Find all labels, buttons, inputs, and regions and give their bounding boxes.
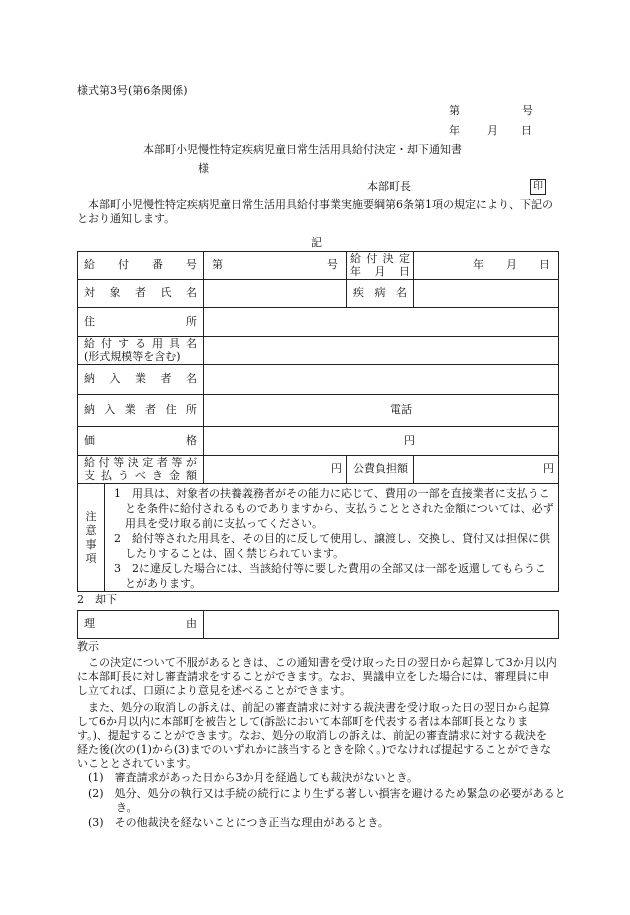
payment-yen-label: 円 xyxy=(331,462,342,476)
intro-text: 本部町小児慢性特定疾病児童日常生活用具給付事業実施要綱第6条第1項の規定により、下記のとおり通知します。 xyxy=(77,198,553,225)
benefit-table xyxy=(77,251,559,592)
public-burden-field[interactable] xyxy=(414,456,559,484)
number-label-suffix: 号 xyxy=(522,104,533,117)
day-label: 日 xyxy=(539,258,550,272)
row-address xyxy=(78,308,559,337)
row-price xyxy=(78,427,559,456)
label-payment: 給 付 等 決 定 者 等 が 支 払 う べ き 金 額 xyxy=(78,456,204,484)
notes-label: 注 意 事 項 xyxy=(85,509,97,565)
label-disease-name: 疾 病 名 xyxy=(353,286,407,300)
instruction-paragraph-2: また、処分の取消しの訴えは、前記の審査請求に対する裁決書を受け取った日の翌日から起算して6か月以内に本部町を被告として(訴訟において本部町を代表する者は本部町長となります。)、提起することができます。なお、処分の取消しの訴えは、前記の審査請求に対する裁決を経た後(次の(1)から(3)までのいずれかに該当するときを除く。)でなければ提起することができないこととされています。 xyxy=(77,701,552,770)
label-reason: 理 由 xyxy=(84,617,197,631)
month-label: 月 xyxy=(506,258,517,272)
supplier-address-field[interactable] xyxy=(204,395,559,427)
row-supplier-address xyxy=(78,395,559,427)
number-label-prefix: 第 xyxy=(449,104,460,117)
payment-field[interactable] xyxy=(204,456,347,484)
form-number: 様式第3号(第6条関係) xyxy=(77,84,188,97)
instruction-item-2: (2) 処分、処分の執行又は手続の続行により生ずる著しい損害を避けるため緊急の必要があるとき。 xyxy=(88,787,566,814)
date-year-label: 年 xyxy=(449,124,460,137)
label-price: 価 格 xyxy=(84,433,197,447)
year-label: 年 xyxy=(473,258,484,272)
phone-label: 電話 xyxy=(390,403,412,417)
rejection-heading: 2 却下 xyxy=(77,593,117,606)
row-reason xyxy=(78,611,559,639)
ki-label: 記 xyxy=(311,236,322,249)
reason-table xyxy=(77,610,559,639)
row-payment xyxy=(78,456,559,484)
instruction-item-1: (1) 審査請求があった日から3か月を経過しても裁決がないとき。 xyxy=(88,771,419,784)
row-subject-name xyxy=(78,280,559,308)
label-equipment: 給 付 す る 用 具 名 (形式規模等を含む) xyxy=(78,337,204,365)
note-item-2: 2 給付等された用具を、その目的に反して使用し、譲渡し、交換し、貸付又は担保に供したりすることは、固く禁じられています。 xyxy=(114,532,550,560)
date-month-label: 月 xyxy=(487,124,498,137)
label-supplier-address: 納 入 業 者 住 所 xyxy=(84,403,197,417)
label-supplier-name: 納 入 業 者 名 xyxy=(84,372,197,386)
address-field[interactable] xyxy=(204,308,559,337)
addressee-suffix: 様 xyxy=(198,162,209,175)
note-item-3: 3 2に違反した場合には、当該給付等に要した費用の全部又は一部を返還してもらうことがあります。 xyxy=(114,562,546,590)
dai-label: 第 xyxy=(212,258,223,272)
notes-list xyxy=(105,484,558,591)
label-decision-date: 給 付 決 定 年 月 日 xyxy=(347,252,414,280)
instruction-item-3: (3) その他裁決を経ないことにつき正当な理由があるとき。 xyxy=(88,816,389,829)
row-benefit-number xyxy=(78,252,559,280)
row-notes xyxy=(78,484,559,592)
disease-name-field[interactable] xyxy=(414,280,559,308)
row-equipment xyxy=(78,337,559,365)
supplier-name-field[interactable] xyxy=(204,365,559,395)
label-subject-name: 対 象 者 氏 名 xyxy=(84,286,197,300)
seal-mark: 印 xyxy=(530,179,546,195)
issuer-name: 本部町長 xyxy=(367,180,411,193)
price-yen-label: 円 xyxy=(404,433,415,447)
row-supplier-name xyxy=(78,365,559,395)
date-day-label: 日 xyxy=(521,124,532,137)
subject-name-field[interactable] xyxy=(204,280,347,308)
reason-field[interactable] xyxy=(204,611,559,639)
label-address: 住 所 xyxy=(84,314,197,328)
instruction-paragraph-1: この決定について不服があるときは、この通知書を受け取った日の翌日から起算して3か月以内に本部町長に対し審査請求をすることができます。なお、異議申立をした場合には、審理員に申し立てれば、口頭により意見を述べることができます。 xyxy=(77,656,557,697)
instruction-heading: 教示 xyxy=(77,640,99,653)
price-field[interactable] xyxy=(204,427,559,456)
document-title: 本部町小児慢性特定疾病児童日常生活用具給付決定・却下通知書 xyxy=(143,143,462,156)
public-burden-yen-label: 円 xyxy=(543,462,554,476)
label-public-burden: 公 費 負 担 額 xyxy=(353,462,408,476)
go-label: 号 xyxy=(327,258,338,272)
label-benefit-number: 給 付 番 号 xyxy=(84,258,197,272)
equipment-field[interactable] xyxy=(204,337,559,365)
note-item-1: 1 用具は、対象者の扶養義務者がその能力に応じて、費用の一部を直接業者に支払うことを条件に給付されるものでありますから、支払うこととされた金額については、必ず用具を受け取る前に支払ってください。 xyxy=(114,487,554,530)
